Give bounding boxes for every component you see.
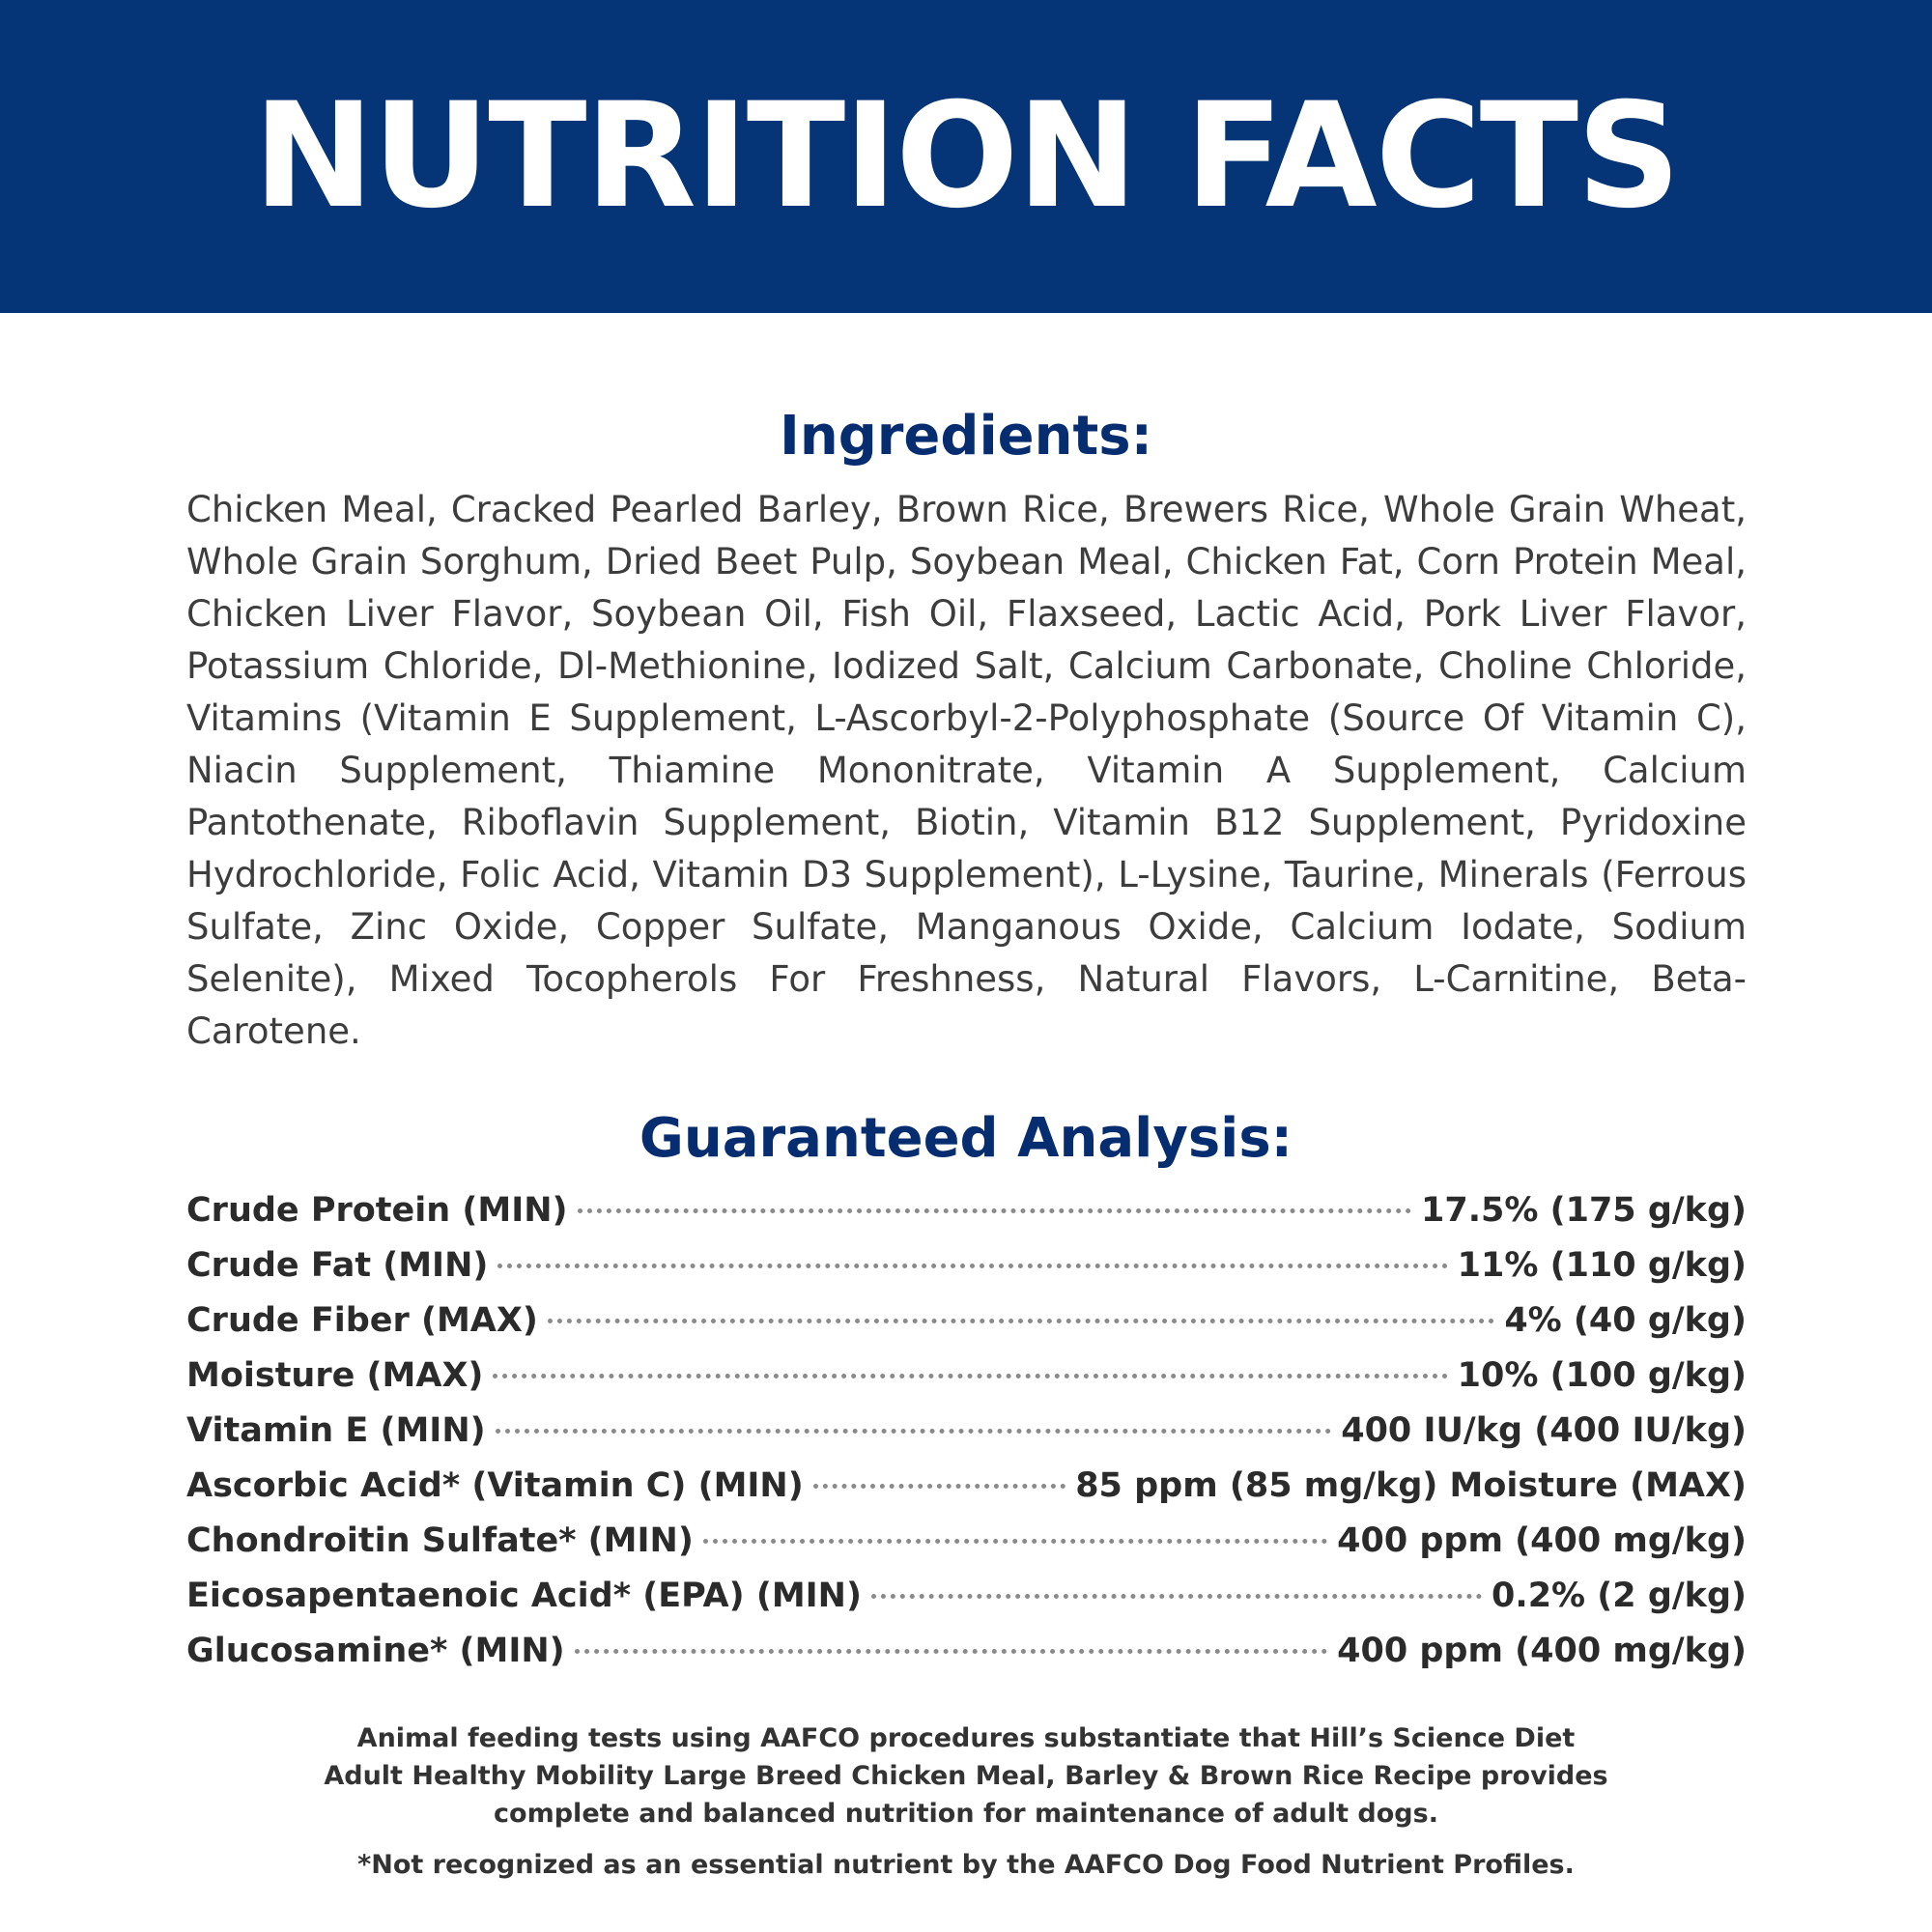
dot-leader — [496, 1429, 1332, 1434]
dot-leader — [575, 1649, 1327, 1654]
analysis-row-value: 85 ppm (85 mg/kg) Moisture (MAX) — [1075, 1466, 1747, 1505]
analysis-row-label: Vitamin E (MIN) — [186, 1411, 486, 1450]
dot-leader — [493, 1374, 1447, 1378]
analysis-row-moisture — [186, 1356, 1747, 1411]
dot-leader — [813, 1484, 1065, 1489]
analysis-row-crude-fat — [186, 1246, 1747, 1301]
page-title: NUTRITION FACTS — [252, 72, 1680, 241]
analysis-row-vitamin-e — [186, 1411, 1747, 1466]
header-band — [0, 0, 1932, 313]
guaranteed-analysis-heading: Guaranteed Analysis: — [639, 1107, 1293, 1170]
analysis-row-value: 17.5% (175 g/kg) — [1420, 1191, 1747, 1230]
feeding-statement-line: Animal feeding tests using AAFCO procedures substantiate that Hill’s Science Diet — [356, 1723, 1576, 1753]
analysis-row-label: Eicosapentaenoic Acid* (EPA) (MIN) — [186, 1577, 862, 1615]
dot-leader — [871, 1594, 1482, 1599]
ingredients-list-text: Chicken Meal, Cracked Pearled Barley, Brown Rice, Brewers Rice, Whole Grain Wheat, Whole Grain Sorghum, Dried Beet Pulp, Soybean Meal, Chicken Fat, Corn Protein Meal, Chicken Liver Flavor, Soybean Oil, Fish Oil, Flaxseed, Lactic Acid, Pork Liver Flavor, Potassium Chloride, Dl-Methionine, Iodized Salt, Calcium Carbonate, Choline Chloride, Vitamins (Vitamin E Supplement, L-Ascorbyl-2-Polyphosphate (Source Of Vitamin C), Niacin Supplement, Thiamine Mononitrate, Vitamin A Supplement, Calcium Pantothenate, Riboflavin Supplement, Biotin, Vitamin B12 Supplement, Pyridoxine Hydrochloride, Folic Acid, Vitamin D3 Supplement), L-Lysine, Taurine, Minerals (Ferrous Sulfate, Zinc Oxide, Copper Sulfate, Manganous Oxide, Calcium Iodate, Sodium Selenite), Mixed Tocopherols For Freshness, Natural Flavors, L-Carnitine, Beta-Carotene. — [186, 489, 1747, 1052]
analysis-row-value: 4% (40 g/kg) — [1504, 1301, 1747, 1340]
analysis-row-value: 11% (110 g/kg) — [1457, 1246, 1747, 1285]
feeding-statement-line: Adult Healthy Mobility Large Breed Chicken Meal, Barley & Brown Rice Recipe provides — [324, 1761, 1608, 1791]
analysis-row-label: Crude Fat (MIN) — [186, 1246, 489, 1285]
analysis-row-label: Crude Protein (MIN) — [186, 1191, 568, 1230]
feeding-statement-line: complete and balanced nutrition for maintenance of adult dogs. — [494, 1799, 1438, 1829]
analysis-row-label: Glucosamine* (MIN) — [186, 1632, 565, 1670]
analysis-row-value: 400 IU/kg (400 IU/kg) — [1341, 1411, 1747, 1450]
analysis-row-epa — [186, 1577, 1747, 1632]
analysis-row-label: Crude Fiber (MAX) — [186, 1301, 538, 1340]
ingredients-heading: Ingredients: — [779, 405, 1152, 468]
analysis-row-value: 10% (100 g/kg) — [1457, 1356, 1747, 1395]
analysis-row-value: 400 ppm (400 mg/kg) — [1337, 1632, 1747, 1670]
dot-leader — [548, 1319, 1494, 1323]
guaranteed-analysis-table — [186, 1191, 1747, 1687]
dot-leader — [703, 1539, 1327, 1544]
dot-leader — [578, 1208, 1411, 1213]
aafco-footnote: *Not recognized as an essential nutrient by the AAFCO Dog Food Nutrient Profiles. — [357, 1850, 1575, 1880]
dot-leader — [497, 1264, 1447, 1268]
analysis-row-crude-fiber — [186, 1301, 1747, 1356]
analysis-row-label: Moisture (MAX) — [186, 1356, 484, 1395]
analysis-row-crude-protein — [186, 1191, 1747, 1246]
analysis-row-ascorbic-acid — [186, 1466, 1747, 1521]
analysis-row-value: 0.2% (2 g/kg) — [1492, 1577, 1747, 1615]
analysis-row-label: Chondroitin Sulfate* (MIN) — [186, 1521, 694, 1560]
analysis-row-glucosamine — [186, 1632, 1747, 1687]
analysis-row-label: Ascorbic Acid* (Vitamin C) (MIN) — [186, 1466, 804, 1505]
analysis-row-chondroitin-sulfate — [186, 1521, 1747, 1577]
aafco-feeding-statement — [0, 1719, 1932, 1833]
analysis-row-value: 400 ppm (400 mg/kg) — [1337, 1521, 1747, 1560]
